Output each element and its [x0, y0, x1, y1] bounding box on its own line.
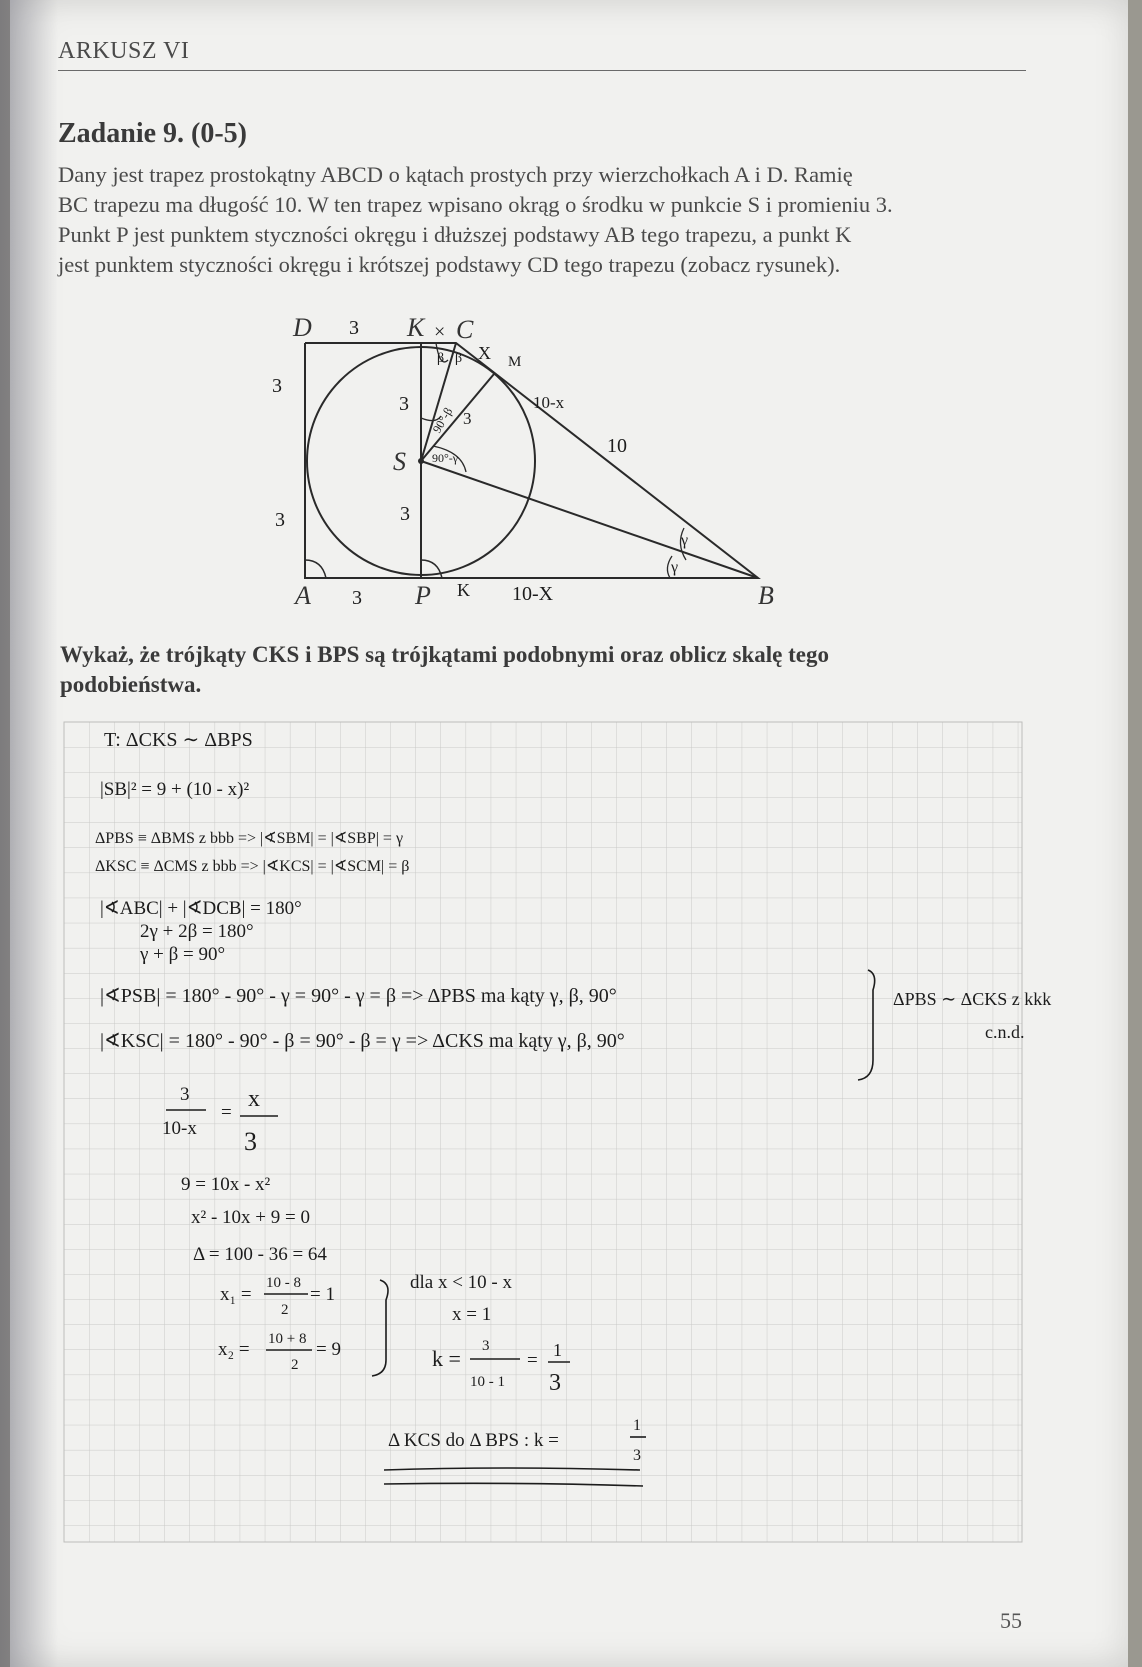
ann-x-near-m: X — [478, 343, 491, 363]
ann-gamma1: γ — [681, 532, 689, 549]
task-line: Dany jest trapez prostokątny ABCD o kątach prostych przy wierzchołkach A i D. Ramię — [58, 162, 853, 187]
k-lhs: k = — [432, 1346, 461, 1371]
cond-text: dla x < 10 - x — [410, 1272, 513, 1293]
question-line: Wykaż, że trójkąty CKS i BPS są trójkątami podobnymi oraz oblicz skalę tego — [60, 642, 829, 667]
task-line: BC trapezu ma długość 10. W ten trapez wpisano okrąg o środku w punkcie S i promieniu 3. — [58, 192, 893, 217]
ann-pb: 10-X — [512, 583, 554, 605]
ann-pb-k: K — [457, 580, 470, 600]
label-d: D — [293, 313, 312, 342]
k-num: 3 — [482, 1338, 490, 1354]
sol-eq-9: 9 = 10x - x² — [181, 1174, 271, 1195]
x2-num: 10 + 8 — [268, 1331, 307, 1347]
ann-x-top: × — [434, 321, 446, 343]
sol-quadratic: x² - 10x + 9 = 0 — [191, 1207, 310, 1228]
sol-delta: Δ = 100 - 36 = 64 — [193, 1244, 327, 1265]
frac1-num: 3 — [180, 1084, 190, 1105]
ann-gamma2: γ — [671, 559, 679, 576]
sol-2g2b: 2γ + 2β = 180° — [140, 921, 254, 942]
sol-cnd: c.n.d. — [985, 1022, 1025, 1042]
page-number: 55 — [1000, 1608, 1022, 1633]
x-eq-1: x = 1 — [452, 1304, 492, 1325]
label-c: C — [456, 315, 474, 344]
frac-eq: = — [221, 1102, 232, 1123]
x2-rhs: = 9 — [316, 1339, 341, 1360]
ann-ks: 3 — [399, 393, 409, 415]
ann-m: M — [508, 354, 522, 370]
frac2-num: x — [248, 1086, 260, 1112]
sol-ksc: |∢KSC| = 180° - 90° - β = 90° - β = γ => ΔCKS ma kąty γ, β, 90° — [100, 1030, 625, 1052]
question-line: podobieństwa. — [60, 672, 202, 697]
sol-similar: ΔPBS ∼ ΔCKS z kkk — [893, 989, 1052, 1009]
ann-left-bottom: 3 — [275, 509, 285, 531]
x1-lhs: x₁ = — [220, 1284, 252, 1305]
x1-num: 10 - 8 — [266, 1275, 301, 1291]
ann-sp: 3 — [400, 503, 410, 525]
ann-90b: 90°-β — [429, 405, 456, 436]
x1-den: 2 — [281, 1302, 289, 1318]
ann-sm: 3 — [463, 409, 472, 428]
frac2-den: 3 — [244, 1127, 257, 1156]
label-s: S — [393, 447, 406, 476]
label-b: B — [758, 581, 774, 610]
x2-lhs: x₂ = — [218, 1339, 250, 1360]
sol-psb: |∢PSB| = 180° - 90° - γ = 90° - γ = β => ΔPBS ma kąty γ, β, 90° — [100, 985, 617, 1007]
task-title: Zadanie 9. (0-5) — [58, 118, 247, 149]
k-eq: = — [527, 1350, 538, 1371]
sol-gb-90: γ + β = 90° — [140, 944, 226, 965]
x2-den: 2 — [291, 1357, 299, 1373]
ann-beta1: β — [437, 351, 445, 366]
k-den: 10 - 1 — [470, 1374, 505, 1390]
label-a: A — [295, 581, 311, 610]
k-rnum: 1 — [553, 1340, 562, 1360]
final-num: 1 — [633, 1417, 641, 1434]
ann-90g: 90°-γ — [432, 451, 459, 465]
sol-thesis: T: ΔCKS ∼ ΔBPS — [104, 729, 253, 751]
sol-congruence-1: ΔPBS ≡ ΔBMS z bbb => |∢SBM| = |∢SBP| = γ — [95, 830, 404, 847]
ann-bc: 10 — [607, 435, 627, 457]
task-line: Punkt P jest punktem styczności okręgu i dłuższej podstawy AB tego trapezu, a punkt K — [58, 222, 852, 247]
task-line: jest punktem styczności okręgu i krótszej podstawy CD tego trapezu (zobacz rysunek). — [58, 252, 841, 277]
sheet-header: ARKUSZ VI — [58, 38, 190, 64]
label-k: K — [407, 313, 425, 342]
k-rden: 3 — [549, 1370, 561, 1396]
ann-top-dk: 3 — [349, 317, 359, 339]
ann-ap: 3 — [352, 587, 362, 609]
ann-cm: 10-x — [533, 393, 565, 412]
final-answer: Δ KCS do Δ BPS : k = — [388, 1430, 559, 1451]
sol-congruence-2: ΔKSC ≡ ΔCMS z bbb => |∢KCS| = |∢SCM| = β — [95, 858, 410, 875]
frac1-den: 10-x — [162, 1118, 197, 1139]
sol-sb-squared: |SB|² = 9 + (10 - x)² — [100, 779, 250, 800]
x1-rhs: = 1 — [310, 1284, 335, 1305]
label-p: P — [415, 581, 431, 610]
ann-beta2: β — [455, 351, 463, 366]
ann-left-top: 3 — [272, 375, 282, 397]
final-den: 3 — [633, 1447, 641, 1464]
sol-angle-sum: |∢ABC| + |∢DCB| = 180° — [100, 898, 302, 919]
